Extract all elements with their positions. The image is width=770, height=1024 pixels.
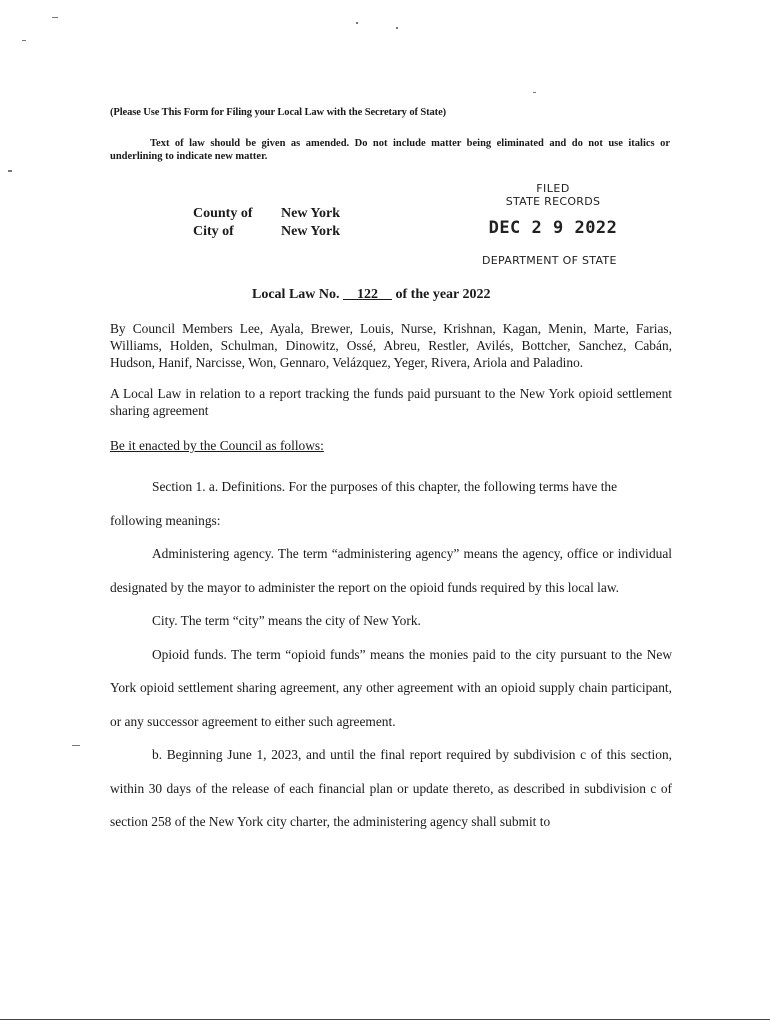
definition-city: City. The term “city” means the city of New York.: [152, 613, 421, 628]
law-prefix: Local Law No.: [252, 287, 340, 302]
scan-speck: [396, 27, 398, 29]
scan-speck: [8, 170, 12, 172]
county-row: [193, 205, 340, 223]
scan-speck: [533, 92, 536, 93]
jurisdiction-block: [193, 205, 340, 241]
sponsors-paragraph: By Council Members Lee, Ayala, Brewer, Louis, Nurse, Krishnan, Kagan, Menin, Marte, Farias, Williams, Holden, Schulman, Dinowitz, Ossé, Abreu, Restler, Avilés, Bottcher, Sanchez, Cabán, Hudson, Hanif, Narcisse, Won, Gennaro, Velázquez, Yeger, Rivera, Ariola and Paladino.: [110, 321, 672, 370]
filing-stamp: [478, 182, 628, 267]
stamp-department: DEPARTMENT OF STATE: [482, 254, 617, 267]
law-year: of the year 2022: [395, 287, 491, 302]
section-1a-cont: following meanings:: [110, 512, 221, 528]
enacting-clause: Be it enacted by the Council as follows:: [110, 438, 324, 453]
law-body: [110, 470, 672, 839]
county-label: County of: [193, 206, 253, 221]
city-value: New York: [281, 224, 340, 239]
scan-speck: [356, 22, 358, 24]
stamp-filed: FILED: [536, 182, 570, 195]
definition-administering-agency: Administering agency. The term “administering agency” means the agency, office or individual designated by the mayor to administer the report on the opioid funds required by this local law.: [110, 546, 672, 595]
city-label: City of: [193, 224, 234, 239]
law-title: A Local Law in relation to a report tracking the funds paid pursuant to the New York opioid settlement sharing agreement: [110, 386, 672, 418]
local-law-number: [252, 287, 491, 303]
scan-speck: [0, 1019, 770, 1020]
section-1a: Section 1. a. Definitions. For the purposes of this chapter, the following terms have the: [152, 479, 618, 494]
law-number-blank: [343, 287, 392, 302]
county-value: New York: [281, 206, 340, 221]
scan-speck: [22, 40, 26, 41]
stamp-date: DEC 2 9 2022: [488, 218, 618, 238]
definition-opioid-funds: Opioid funds. The term “opioid funds” means the monies paid to the city pursuant to the New York opioid settlement sharing agreement, any other agreement with an opioid supply chain participant, or any successor agreement to either such agreement.: [110, 646, 672, 729]
scan-speck: [52, 17, 58, 18]
stamp-records: STATE RECORDS: [505, 195, 601, 208]
city-row: [193, 223, 340, 241]
scan-speck: [72, 745, 80, 746]
form-instruction: Text of law should be given as amended. Do not include matter being eliminated and do not use italics or underlining to indicate new matter.: [110, 138, 670, 162]
section-1b: b. Beginning June 1, 2023, and until the final report required by subdivision c of this section, within 30 days of the release of each financial plan or update thereto, as described in subdivision c of section 258 of the New York city charter, the administering agency shall submit to: [110, 747, 672, 829]
law-number: 122: [357, 287, 378, 302]
form-filing-note: (Please Use This Form for Filing your Local Law with the Secretary of State): [110, 107, 447, 118]
